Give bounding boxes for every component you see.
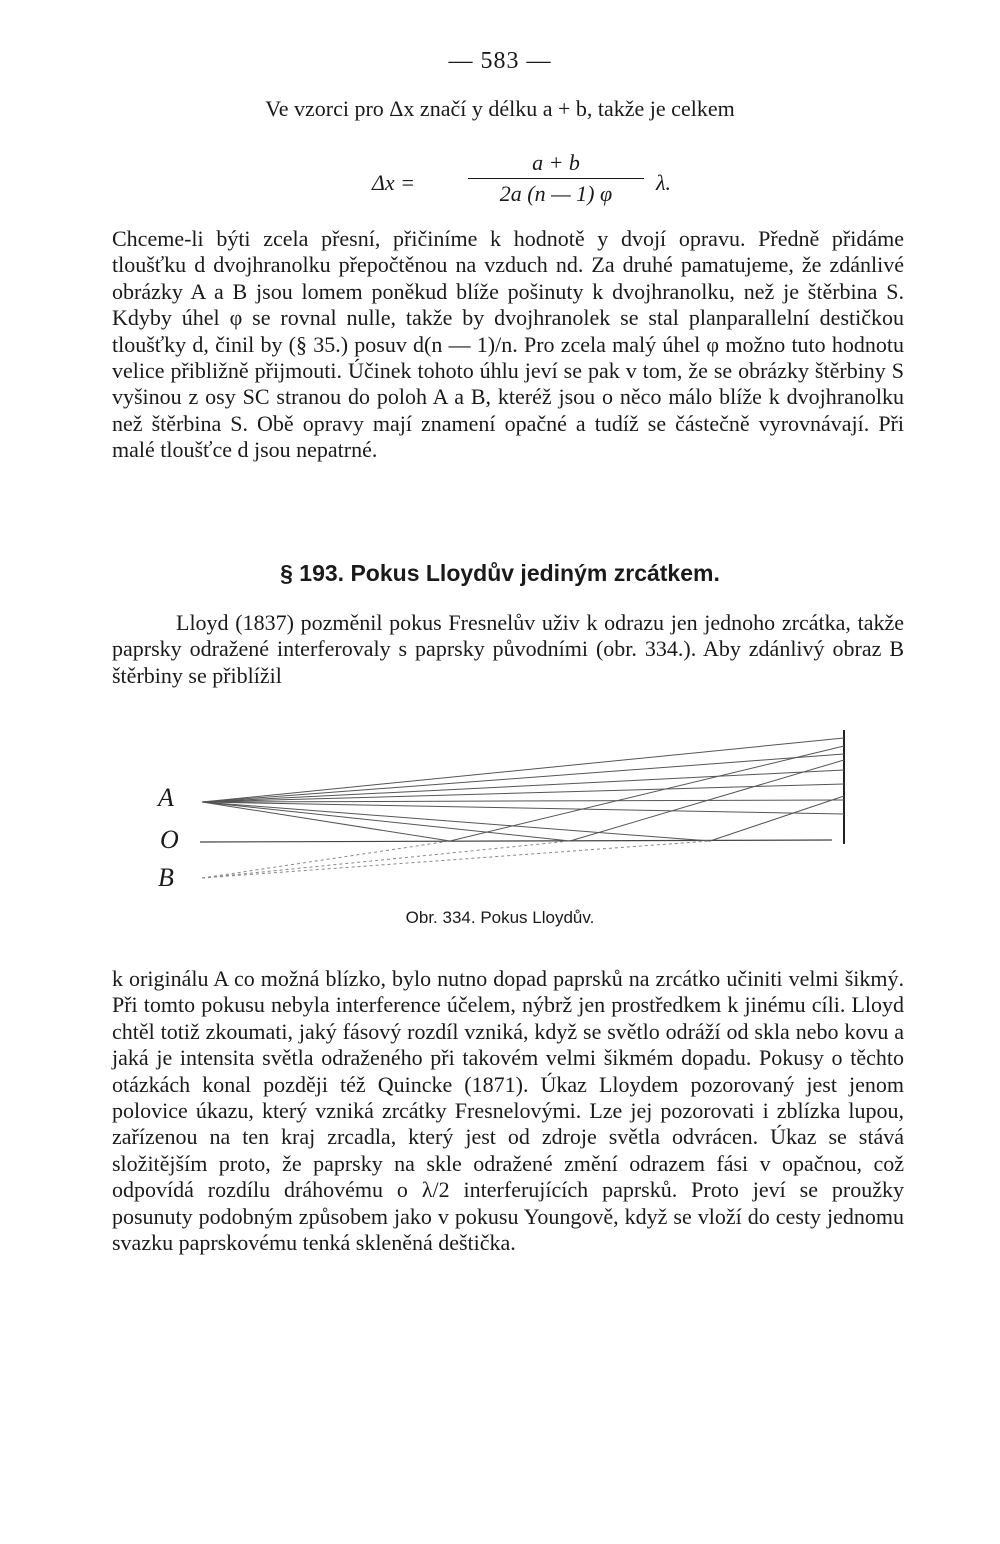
label-a: A [158, 783, 174, 812]
formula-denominator: 2a (n — 1) φ [499, 181, 613, 206]
formula-numerator: a + b [468, 150, 644, 179]
figure-lloyd-mirror [150, 726, 862, 896]
ray-bundle [202, 738, 844, 841]
paragraph-corrections: Chceme-li býti zcela přesní, přičiníme k hodnotě y dvojí opravu. Předně přidáme tloušťku d dvojhranolku přepočtěnou na vzduch nd. Za druhé pamatujeme, že zdánlivé obrázky A a B jsou lomem poněkud blíže pošinuty k dvojhranolku, než je štěrbina S. Kdyby úhel φ se rovnal nulle, takže by dvojhranolek se stal planparallelní destičkou tloušťky d, činil by (§ 35.) posuv d(n — 1)/n. Pro zcela malý úhel φ možno tuto hodnotu velice přibližně přijmouti. Účinek tohoto úhlu jeví se pak v tom, že se obrázky štěrbiny S vyšinou z osy SC stranou do poloh A a B, kteréž jsou o něco málo blíže k dvojhranolku než štěrbina S. Obě opravy mají znamení opačné a tudíž se částečně vyrovnávají. Při malé tloušťce d jsou nepatrné. [112, 226, 904, 463]
section-heading: § 193. Pokus Lloydův jediným zrcátkem. [280, 560, 720, 586]
figure-caption: Obr. 334. Pokus Lloydův. [405, 908, 595, 927]
mirror-line [200, 840, 832, 842]
formula-fraction [468, 150, 644, 207]
paragraph-lloyd-intro: Lloyd (1837) pozměnil pokus Fresnelův uživ k odrazu jen jednoho zrcátka, takže paprsky odražené interferovaly s paprsky původními (obr. 334.). Aby zdánlivý obraz B štěrbiny se přiblížil [112, 610, 904, 688]
label-b: B [158, 863, 174, 892]
virtual-rays [202, 841, 710, 878]
formula-rhs: λ. [656, 170, 672, 195]
intro-line: Ve vzorci pro Δx značí y délku a + b, takže je celkem [265, 96, 735, 121]
label-o: O [160, 825, 179, 854]
paragraph-lloyd-discussion: k originálu A co možná blízko, bylo nutno dopad paprsků na zrcátko učiniti velmi šikmý. Při tomto pokusu nebyla interference účelem, nýbrž jen prostředkem k jinému cíli. Lloyd chtěl totiž zkoumati, jaký fásový rozdíl vzniká, když se světlo odráží od skla nebo kovu a jaká je intensita světla odraženého při takovém velmi šikmém dopadu. Pokusy o těchto otázkách konal později též Quincke (1871). Úkaz Lloydem pozorovaný jest jenom polovice úkazu, který vzniká zrcátky Fresnelovými. Lze jej pozorovati i zblízka lupou, zařízenou na ten kraj zrcadla, který jest od zdroje světla odvrácen. Úkaz se stává složitějším proto, že paprsky na skle odražené změní odrazem fási v opačnou, což odpovídá rozdílu dráhovému o λ/2 interferujících paprsků. Proto jeví se proužky posunuty podobným způsobem jako v pokusu Youngově, když se vloží do cesty jednomu svazku paprskovému tenká skleněná deštička. [112, 966, 904, 1256]
page-number: — 583 — [448, 48, 552, 74]
formula-lhs: Δx = [372, 170, 416, 195]
